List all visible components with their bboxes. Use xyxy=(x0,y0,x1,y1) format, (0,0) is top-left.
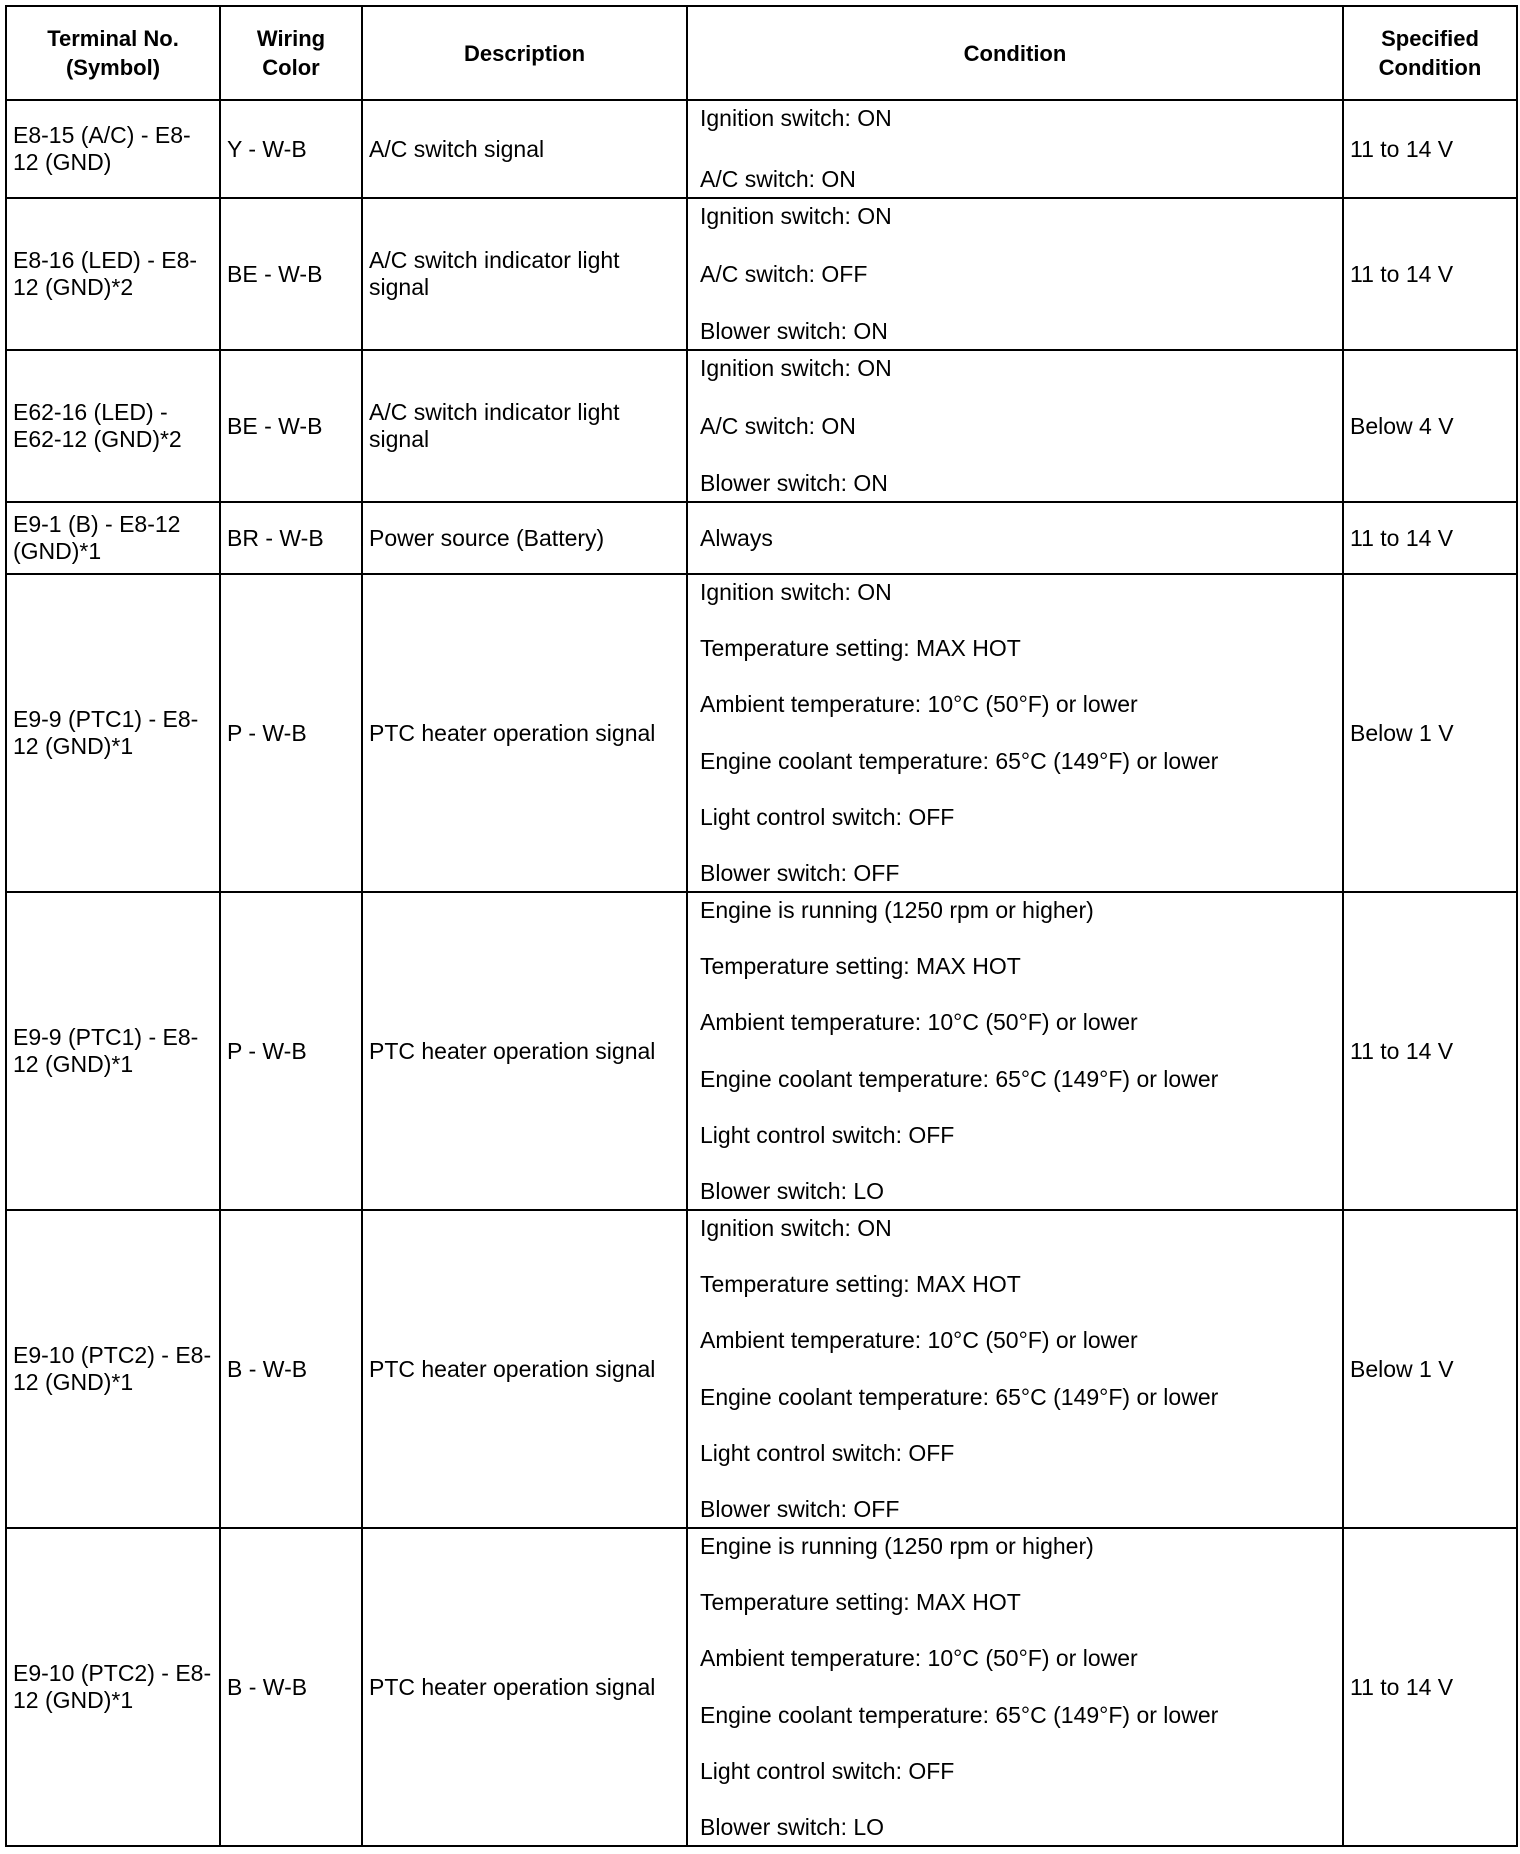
condition-line: Ignition switch: ON xyxy=(700,105,892,131)
terminal-cell: E9-9 (PTC1) - E8-12 (GND)*1 xyxy=(6,892,220,1210)
description-cell: PTC heater operation signal xyxy=(362,892,687,1210)
condition-line: A/C switch: ON xyxy=(700,412,856,439)
description-cell: A/C switch indicator light signal xyxy=(362,198,687,350)
description-cell: PTC heater operation signal xyxy=(362,574,687,892)
header-specified-line2: Condition xyxy=(1378,55,1482,80)
table-row xyxy=(6,1210,1517,1528)
condition-cell xyxy=(687,100,1343,198)
terminal-cell: E9-10 (PTC2) - E8-12 (GND)*1 xyxy=(6,1210,220,1528)
condition-list xyxy=(694,1529,1336,1845)
condition-line: Light control switch: OFF xyxy=(700,803,955,830)
condition-list xyxy=(694,101,1336,197)
terminal-cell: E9-9 (PTC1) - E8-12 (GND)*1 xyxy=(6,574,220,892)
condition-line: Temperature setting: MAX HOT xyxy=(700,635,1021,662)
condition-line: Temperature setting: MAX HOT xyxy=(700,1589,1021,1616)
table-row xyxy=(6,198,1517,350)
header-row xyxy=(6,6,1517,100)
condition-line: Temperature setting: MAX HOT xyxy=(700,1271,1021,1298)
terminal-spec-table xyxy=(5,5,1518,1847)
wiring-cell: Y - W-B xyxy=(220,100,362,198)
condition-line: Ignition switch: ON xyxy=(700,579,892,605)
terminal-cell: E8-15 (A/C) - E8-12 (GND) xyxy=(6,100,220,198)
condition-line: Engine coolant temperature: 65°C (149°F) or lower xyxy=(700,1065,1219,1092)
specified-cell: Below 1 V xyxy=(1343,1210,1517,1528)
condition-line: Light control switch: OFF xyxy=(700,1121,955,1148)
header-specified xyxy=(1343,6,1517,100)
terminal-cell: E9-10 (PTC2) - E8-12 (GND)*1 xyxy=(6,1528,220,1846)
condition-list xyxy=(694,893,1336,1209)
wiring-cell: BE - W-B xyxy=(220,350,362,502)
condition-list xyxy=(694,575,1336,891)
description-cell: PTC heater operation signal xyxy=(362,1210,687,1528)
condition-cell xyxy=(687,1210,1343,1528)
condition-list xyxy=(694,199,1336,349)
table-row xyxy=(6,502,1517,574)
condition-line: Engine coolant temperature: 65°C (149°F) or lower xyxy=(700,1701,1219,1728)
specified-cell: 11 to 14 V xyxy=(1343,1528,1517,1846)
condition-line: Ambient temperature: 10°C (50°F) or lower xyxy=(700,1645,1138,1672)
condition-line: Blower switch: LO xyxy=(700,1813,885,1840)
table-row xyxy=(6,100,1517,198)
condition-line: Blower switch: OFF xyxy=(700,859,900,886)
description-cell: A/C switch signal xyxy=(362,100,687,198)
specified-cell: 11 to 14 V xyxy=(1343,892,1517,1210)
condition-line: Ambient temperature: 10°C (50°F) or lower xyxy=(700,1009,1138,1036)
header-wiring-line1: Wiring xyxy=(256,26,326,51)
condition-line: Engine is running (1250 rpm or higher) xyxy=(700,897,1094,923)
description-cell: PTC heater operation signal xyxy=(362,1528,687,1846)
header-description: Description xyxy=(362,6,687,100)
wiring-cell: BE - W-B xyxy=(220,198,362,350)
condition-line: Blower switch: LO xyxy=(700,1177,885,1204)
condition-line: Engine coolant temperature: 65°C (149°F) or lower xyxy=(700,1383,1219,1410)
terminal-cell: E8-16 (LED) - E8-12 (GND)*2 xyxy=(6,198,220,350)
header-wiring xyxy=(220,6,362,100)
condition-cell xyxy=(687,350,1343,502)
table-row xyxy=(6,350,1517,502)
condition-line: Ignition switch: ON xyxy=(700,203,892,229)
header-specified-line1: Specified xyxy=(1381,26,1479,51)
condition-cell xyxy=(687,502,1343,574)
condition-line: Light control switch: OFF xyxy=(700,1439,955,1466)
condition-line: Ignition switch: ON xyxy=(700,355,892,381)
condition-cell xyxy=(687,574,1343,892)
table-row xyxy=(6,574,1517,892)
condition-line: Temperature setting: MAX HOT xyxy=(700,953,1021,980)
terminal-cell: E62-16 (LED) - E62-12 (GND)*2 xyxy=(6,350,220,502)
condition-line: Blower switch: OFF xyxy=(700,1495,900,1522)
header-wiring-line2: Color xyxy=(262,55,320,80)
specified-cell: 11 to 14 V xyxy=(1343,100,1517,198)
condition-list xyxy=(694,351,1336,501)
wiring-cell: P - W-B xyxy=(220,892,362,1210)
terminal-cell: E9-1 (B) - E8-12 (GND)*1 xyxy=(6,502,220,574)
condition-cell xyxy=(687,198,1343,350)
table-row xyxy=(6,892,1517,1210)
specified-cell: Below 4 V xyxy=(1343,350,1517,502)
description-cell: Power source (Battery) xyxy=(362,502,687,574)
condition-line: Ambient temperature: 10°C (50°F) or lower xyxy=(700,691,1138,718)
condition-cell xyxy=(687,892,1343,1210)
header-condition: Condition xyxy=(687,6,1343,100)
wiring-cell: P - W-B xyxy=(220,574,362,892)
wiring-cell: BR - W-B xyxy=(220,502,362,574)
header-terminal-line1: Terminal No. xyxy=(47,26,179,51)
specified-cell: 11 to 14 V xyxy=(1343,502,1517,574)
condition-line: A/C switch: ON xyxy=(700,166,856,192)
header-terminal-line2: (Symbol) xyxy=(65,55,161,80)
condition-line: Light control switch: OFF xyxy=(700,1757,955,1784)
condition-line: Blower switch: ON xyxy=(700,470,888,496)
specified-cell: Below 1 V xyxy=(1343,574,1517,892)
condition-cell xyxy=(687,1528,1343,1846)
condition-line: Ambient temperature: 10°C (50°F) or lower xyxy=(700,1327,1138,1354)
condition-line: A/C switch: OFF xyxy=(700,260,868,287)
specified-cell: 11 to 14 V xyxy=(1343,198,1517,350)
condition-line: Engine is running (1250 rpm or higher) xyxy=(700,1533,1094,1559)
condition-list xyxy=(694,521,1336,556)
table-row xyxy=(6,1528,1517,1846)
wiring-cell: B - W-B xyxy=(220,1210,362,1528)
condition-list xyxy=(694,1211,1336,1527)
condition-line: Engine coolant temperature: 65°C (149°F) or lower xyxy=(700,747,1219,774)
header-terminal xyxy=(6,6,220,100)
condition-line: Blower switch: ON xyxy=(700,318,888,344)
description-cell: A/C switch indicator light signal xyxy=(362,350,687,502)
condition-line: Ignition switch: ON xyxy=(700,1215,892,1241)
condition-line: Always xyxy=(700,524,773,551)
wiring-cell: B - W-B xyxy=(220,1528,362,1846)
